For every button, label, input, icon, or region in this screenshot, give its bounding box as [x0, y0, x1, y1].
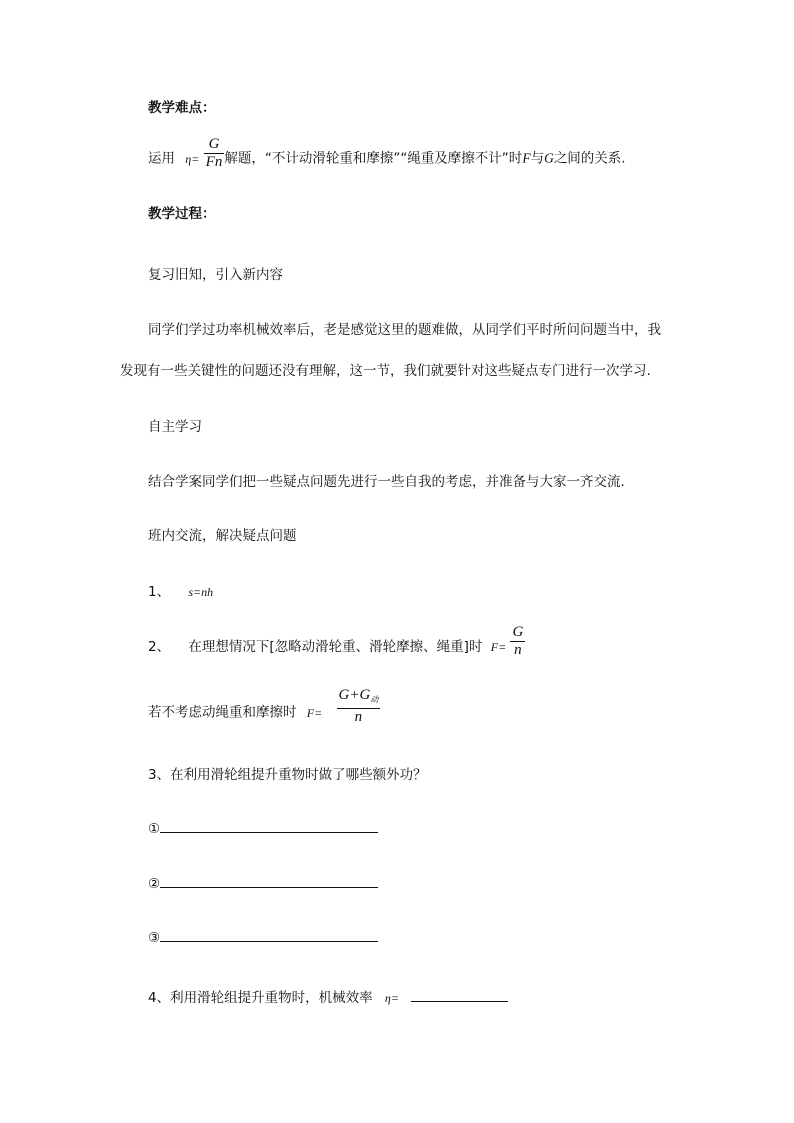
answer-blank-1[interactable] [160, 832, 378, 833]
item-2-lhs: F= [490, 640, 507, 654]
item-2b-numerator [337, 687, 381, 708]
blank-marker-2: ② [148, 876, 161, 892]
item-1-formula: s=nh [188, 585, 214, 599]
item-2b [148, 687, 380, 726]
item-2 [148, 623, 525, 659]
difficulty-prefix: 运用 [148, 150, 175, 167]
class-exchange-heading: 班内交流，解决疑点问题 [148, 528, 297, 544]
item-2-numerator: G [512, 623, 524, 640]
eta-symbol: η= [185, 151, 200, 166]
efficiency-fraction [204, 136, 225, 171]
blank-row-3 [148, 930, 378, 946]
intro-line-1: 同学们学过功率机械效率后，老是感觉这里的题难做，从同学们平时所问问题当中，我 [148, 322, 661, 338]
item-2-denominator: n [514, 641, 522, 658]
answer-blank-3[interactable] [160, 941, 378, 942]
blank-marker-3: ③ [148, 930, 161, 946]
item-2-number: 2、 [148, 639, 171, 655]
self-study-heading: 自主学习 [148, 419, 202, 435]
item-4 [148, 986, 508, 1006]
item-2b-text: 若不考虑动绳重和摩擦时 [148, 704, 297, 721]
item-2b-denominator: n [354, 709, 363, 725]
self-study-text: 结合学案同学们把一些疑点问题先进行一些自我的考虑，并准备与大家一齐交流. [148, 474, 625, 490]
variable-f: F [522, 150, 531, 166]
efficiency-answer-blank[interactable] [411, 1001, 508, 1002]
item-2b-fraction [337, 687, 381, 726]
blank-marker-1: ① [148, 821, 161, 837]
review-heading: 复习旧知，引入新内容 [148, 267, 283, 283]
fraction-numerator: G [208, 136, 220, 152]
fraction-denominator: Fn [205, 154, 223, 170]
blank-row-1 [148, 821, 378, 837]
answer-blank-2[interactable] [160, 887, 378, 888]
intro-line-2: 发现有一些关键性的问题还没有理解，这一节，我们就要针对这些疑点专门进行一次学习. [120, 363, 651, 379]
variable-g: G [544, 150, 554, 166]
difficulty-text [148, 136, 626, 171]
item-2b-numerator-subscript: 动 [370, 695, 379, 704]
item-4-text: 4、利用滑轮组提升重物时，机械效率 [148, 990, 373, 1006]
difficulty-middle: 解题，“不计动滑轮重和摩擦”“绳重及摩擦不计”时 [224, 150, 523, 167]
item-2-fraction [510, 624, 525, 659]
difficulty-end: 之间的关系. [553, 150, 626, 167]
difficulty-heading: 教学难点： [148, 100, 216, 116]
item-1 [148, 580, 213, 600]
difficulty-with: 与 [530, 150, 545, 167]
item-2-text: 在理想情况下[忽略动滑轮重、滑轮摩擦、绳重]时 [188, 639, 483, 655]
item-2b-numerator-text: G+G [338, 687, 371, 703]
item-3-question: 3、在利用滑轮组提升重物时做了哪些额外功？ [148, 767, 427, 783]
item-2b-lhs: F= [306, 705, 323, 720]
process-heading: 教学过程： [148, 206, 216, 222]
blank-row-2 [148, 876, 378, 892]
item-4-eta: η= [384, 991, 399, 1005]
item-1-number: 1、 [148, 584, 171, 600]
